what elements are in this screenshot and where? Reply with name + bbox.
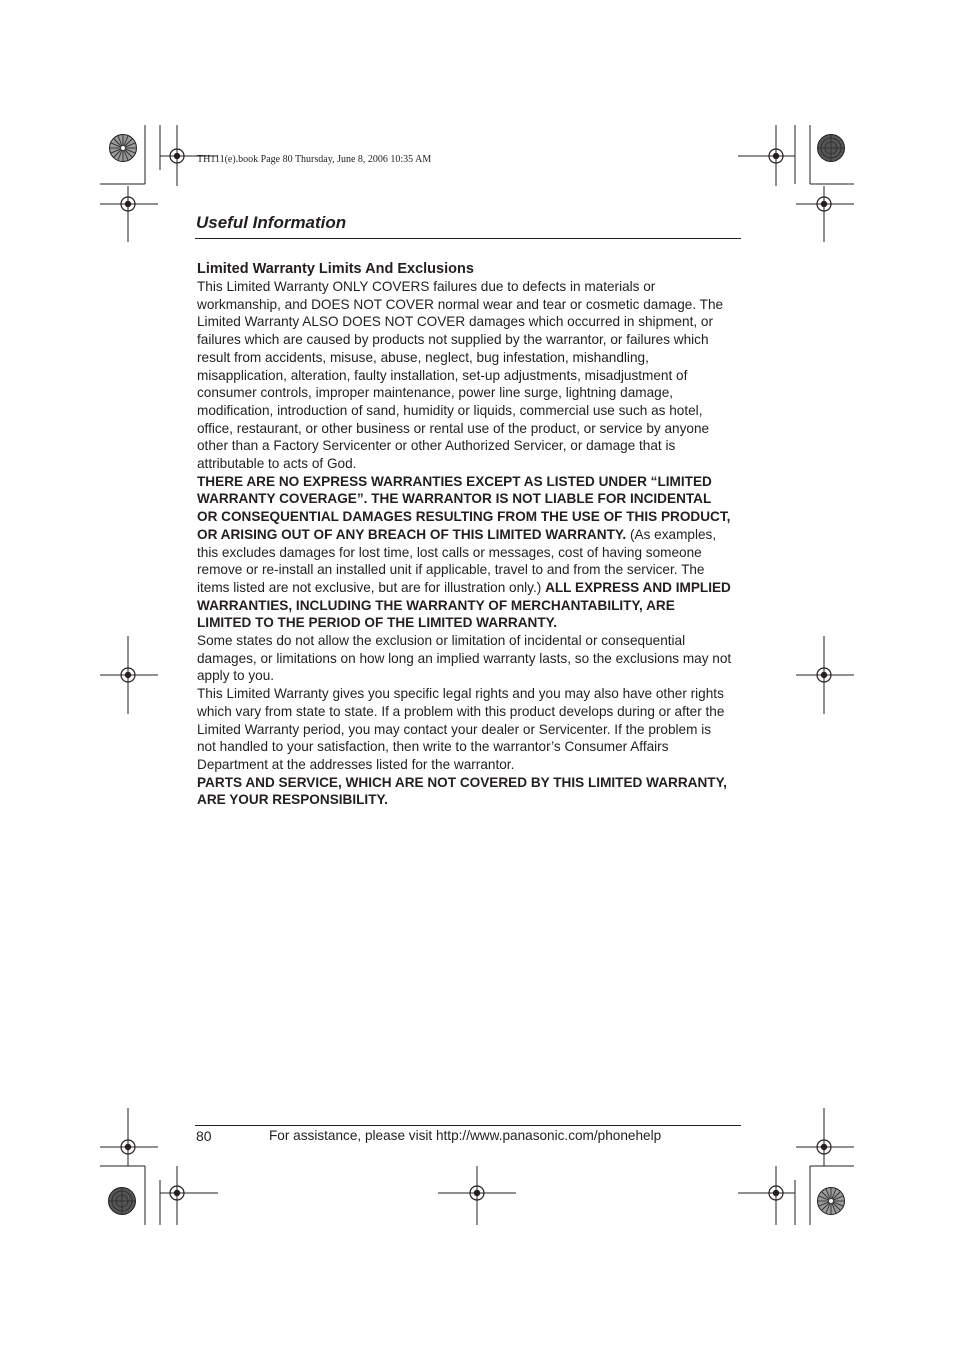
page-number: 80 bbox=[196, 1128, 212, 1144]
registration-mark-middle-left bbox=[100, 636, 158, 714]
section-title: Useful Information bbox=[196, 213, 347, 232]
warranty-content bbox=[197, 260, 732, 809]
paragraph-parts-and-service: PARTS AND SERVICE, WHICH ARE NOT COVERED BY THIS LIMITED WARRANTY, ARE YOUR RESPONSIBILITY. bbox=[197, 774, 727, 808]
registration-mark-bottom-center bbox=[438, 1166, 516, 1225]
assistance-text: For assistance, please visit http://www.panasonic.com/phonehelp bbox=[269, 1128, 662, 1143]
paragraph-coverage-limits: This Limited Warranty ONLY COVERS failures due to defects in materials or workmanship, and DOES NOT COVER normal wear and tear or cosmetic damage. The Limited Warranty ALSO DOES NOT COVER damages which occurred in shipment, or failures which are caused by products not supplied by the warrantor, or failures which result from accidents, misuse, abuse, neglect, bug infestation, mishandling, misapplication, alteration, faulty installation, set-up adjustments, misadjustment of consumer controls, improper maintenance, power line surge, lightning damage, modification, introduction of sand, humidity or liquids, commercial use such as hotel, office, restaurant, or other business or rental use of the product, or service by anyone other than a Factory Servicenter or other Authorized Servicer, or damage that is attributable to acts of God. bbox=[197, 279, 724, 472]
crop-mark-bottom-right bbox=[738, 1108, 854, 1225]
no-express-warranties-text: THERE ARE NO EXPRESS WARRANTIES EXCEPT AS LISTED UNDER “LIMITED WARRANTY COVERAGE”. THE WARRANTOR IS NOT LIABLE FOR INCIDENTAL OR CONSEQUENTIAL DAMAGES RESULTING FROM THE USE OF THIS PRODUCT, OR ARISING OUT OF ANY BREACH OF THIS LIMITED WARRANTY. bbox=[197, 473, 731, 542]
subheading: Limited Warranty Limits And Exclusions bbox=[197, 261, 474, 277]
printer-header: TH111(e).book Page 80 Thursday, June 8, 2006 10:35 AM bbox=[197, 154, 432, 165]
implied-warranties-text: ALL EXPRESS AND IMPLIED WARRANTIES, INCLUDING THE WARRANTY OF MERCHANTABILITY, ARE LIMITED TO THE PERIOD OF THE LIMITED WARRANTY. bbox=[197, 579, 731, 631]
footer-rule bbox=[195, 1125, 741, 1126]
title-rule bbox=[195, 238, 741, 239]
crop-mark-top-right bbox=[738, 125, 854, 242]
paragraph-state-exclusions: Some states do not allow the exclusion or limitation of incidental or consequential damages, or limitations on how long an implied warranty lasts, so the exclusions may not apply to you. bbox=[197, 633, 732, 684]
paragraph-legal-rights: This Limited Warranty gives you specific legal rights and you may also have other rights which vary from state to state. If a problem with this product develops during or after the Limited Warranty period, you may contact your dealer or Servicenter. If the problem is not handled to your satisfaction, then write to the warrantor’s Consumer Affairs Department at the addresses listed for the warrantor. bbox=[197, 686, 725, 772]
damages-examples-text: (As examples, this excludes damages for lost time, lost calls or messages, cost of having someone remove or re-install an installed unit if applicable, travel to and from the servicer. The items listed are not exclusive, but are for illustration only.) bbox=[197, 526, 717, 595]
registration-mark-middle-right bbox=[796, 636, 854, 714]
paragraph-no-express-warranties bbox=[197, 473, 732, 632]
